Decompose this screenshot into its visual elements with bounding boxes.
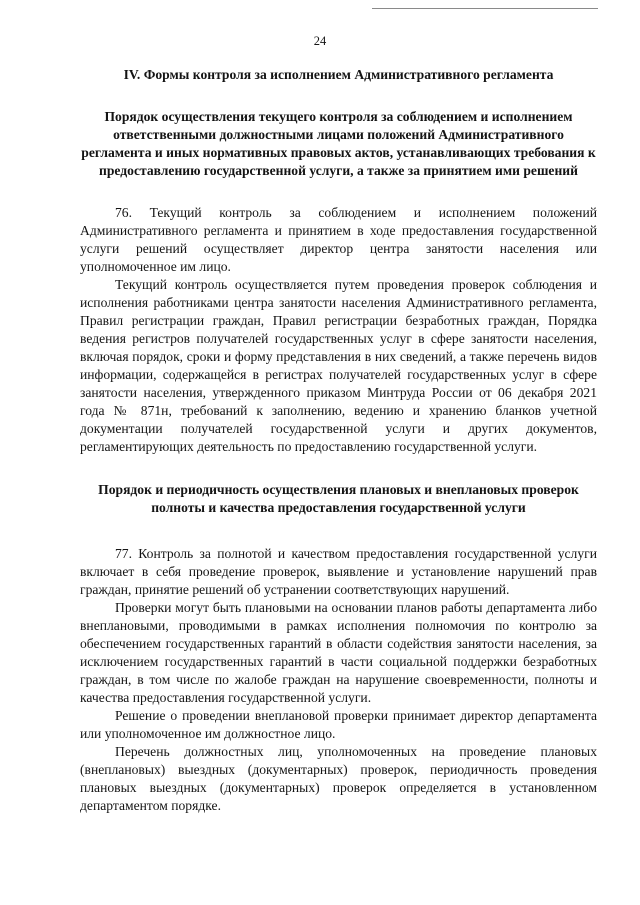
subsection-heading: Порядок осуществления текущего контроля за соблюдением и исполнением ответственными должностными лицами положений Административного регламента и иных нормативных правовых актов, устанавливающих требования к предоставлению государственной услуги, а также за принятием ими решений	[81, 109, 596, 178]
paragraph: Решение о проведении внеплановой проверки принимает директор департамента или уполномоченное им должностное лицо.	[80, 708, 597, 741]
paragraph: 77. Контроль за полнотой и качеством предоставления государственной услуги включает в себя проведение проверок, выявление и установление нарушений прав граждан, принятие решений об устранении соответствующих нарушений.	[80, 546, 597, 597]
subsection-heading: Порядок и периодичность осуществления плановых и внеплановых проверок полноты и качества предоставления государственной услуги	[98, 482, 579, 515]
paragraph: Перечень должностных лиц, уполномоченных на проведение плановых (внеплановых) выездных (документарных) проверок, периодичность проведения плановых выездных (документарных) проверок определяется в установленном департаментом порядке.	[80, 744, 597, 813]
paragraph: 76. Текущий контроль за соблюдением и исполнением положений Административного регламента и принятием в ходе предоставления государственной услуги решений осуществляет директор центра занятости населения или уполномоченное им лицо.	[80, 205, 597, 274]
paragraph: Текущий контроль осуществляется путем проведения проверок соблюдения и исполнения работниками центра занятости населения Административного регламента, Правил регистрации граждан, Правил регистрации безработных граждан, Порядка ведения регистров получателей государственных услуг в сфере занятости населения, включая порядок, сроки и форму представления в них сведений, а также перечень видов информации, содержащейся в регистрах получателей государственных услуг в сфере занятости населения, утвержденного приказом Минтруда России от 06 декабря 2021 года № 871н, требований к заполнению, ведению и хранению бланков учетной документации получателей государственной услуги и других документов, регламентирующих деятельность по предоставлению государственной услуги.	[80, 277, 597, 454]
section-title: IV. Формы контроля за исполнением Административного регламента	[123, 67, 554, 82]
page-number: 24	[313, 34, 327, 48]
document-body	[80, 66, 597, 815]
header-rule	[372, 8, 598, 9]
paragraph: Проверки могут быть плановыми на основании планов работы департамента либо внеплановыми, проводимыми в рамках исполнения полномочия по контролю за обеспечением государственных гарантий в области содействия занятости населения, за исключением государственных гарантий в части социальной поддержки безработных граждан, в том числе по жалобе граждан на нарушение своевременности, полноты и качества предоставления государственной услуги.	[80, 600, 597, 705]
